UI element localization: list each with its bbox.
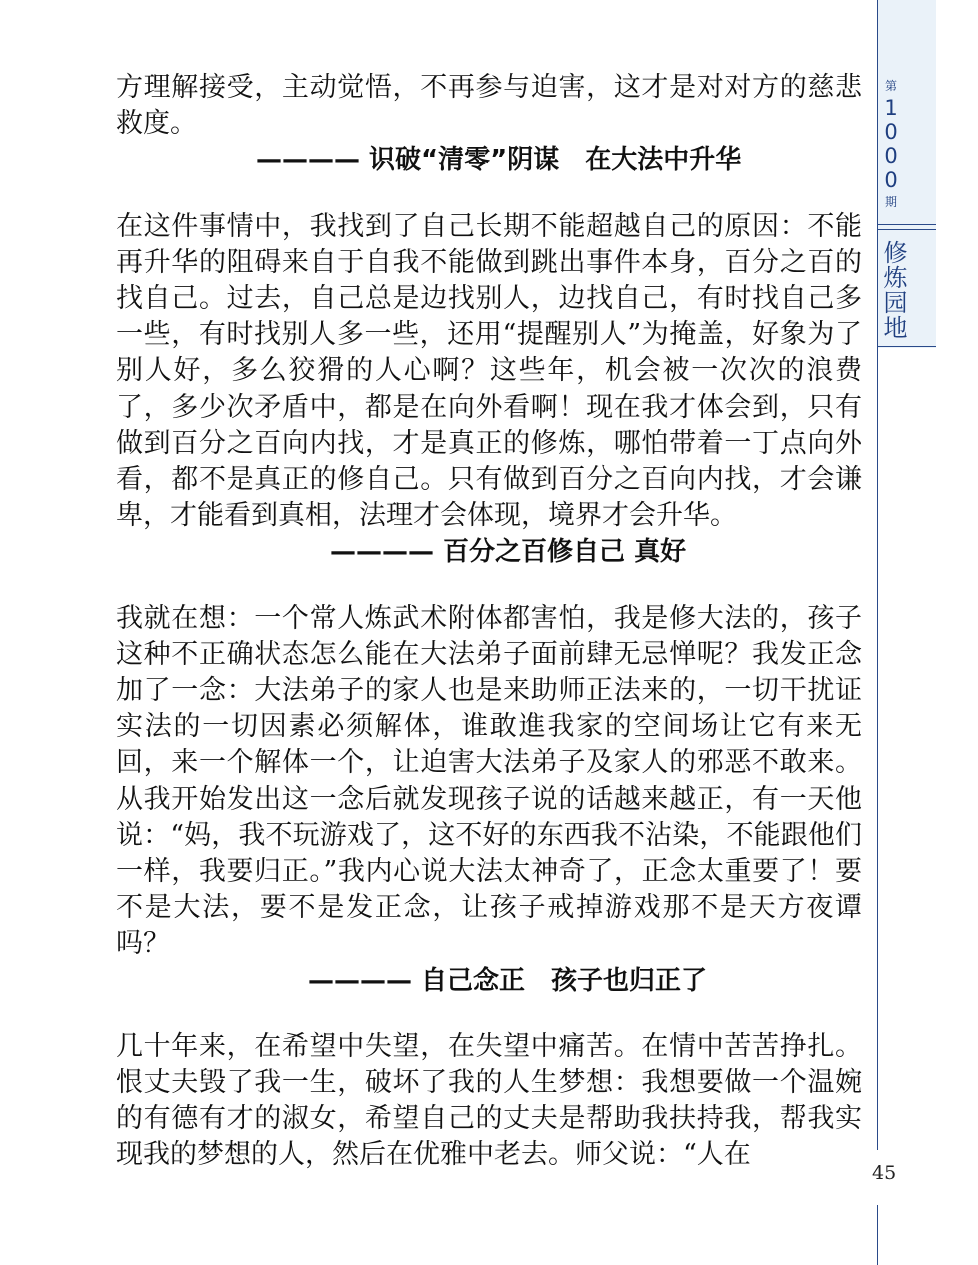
paragraph: 在这件事情中，我找到了自己长期不能超越自己的原因：不能再升华的阻碍来自于自我不能做到跳出事件本身，百分之百的找自己。过去，自己总是边找别人，边找自己，有时找自己多一些，有时找别人多一些，还用“提醒别人”为掩盖，好象为了别人好，多么狡猾的人心啊？这些年，机会被一次次的浪费了，多少次矛盾中，都是在向外看啊！现在我才体会到，只有做到百分之百向内找，才是真正的修炼，哪怕带着一丁点向外看，都不是真正的修自己。只有做到百分之百向内找，才会谦卑，才能看到真相，法理才会体现，境界才会升华。 — [116, 210, 862, 532]
paragraph: 几十年来，在希望中失望，在失望中痛苦。在情中苦苦挣扎。恨丈夫毁了我一生，破坏了我的人生梦想：我想要做一个温婉的有德有才的淑女，希望自己的丈夫是帮助我扶持我，帮我实现我的梦想的人，然后在优雅中老去。师父说：“人在 — [116, 1030, 862, 1171]
paragraph: 我就在想：一个常人炼武术附体都害怕，我是修大法的，孩子这种不正确状态怎么能在大法弟子面前肆无忌惮呢？我发正念加了一念：大法弟子的家人也是来助师正法来的，一切干扰证实法的一切因素必须解体，谁敢進我家的空间场让它有来无回，来一个解体一个，让迫害大法弟子及家人的邪恶不敢来。从我开始发出这一念后就发现孩子说的话越来越正，有一天他说：“妈，我不玩游戏了，这不好的东西我不沾染，不能跟他们一样，我要归正。”我内心说大法太神奇了，正念太重要了！要不是大法，要不是发正念，让孩子戒掉游戏那不是天方夜谭吗？ — [116, 602, 862, 960]
section-heading: ———— 百分之百修自己 真好 — [330, 537, 687, 568]
sidebar-rule — [878, 229, 936, 230]
sidebar-divider — [877, 0, 878, 1150]
sidebar-rule — [878, 224, 936, 225]
section-heading: ———— 自己念正 孩子也归正了 — [308, 965, 708, 996]
section-heading: ———— 识破“清零”阴谋 在大法中升华 — [256, 145, 742, 176]
sidebar-divider-lower — [877, 1205, 878, 1265]
issue-digit: 0 — [884, 120, 898, 144]
issue-number — [881, 76, 901, 212]
issue-suffix: 期 — [884, 195, 897, 209]
issue-digit: 1 — [884, 96, 898, 120]
section-title: 修炼园地 — [879, 240, 907, 340]
paragraph: 方理解接受，主动觉悟，不再参与迫害，这才是对对方的慈悲救度。 — [116, 72, 862, 140]
sidebar-rule — [878, 346, 936, 347]
issue-prefix: 第 — [884, 79, 897, 93]
article-body — [116, 70, 862, 1174]
issue-digit: 0 — [884, 144, 898, 168]
issue-digit: 0 — [884, 168, 898, 192]
page-number: 45 — [872, 1162, 897, 1184]
